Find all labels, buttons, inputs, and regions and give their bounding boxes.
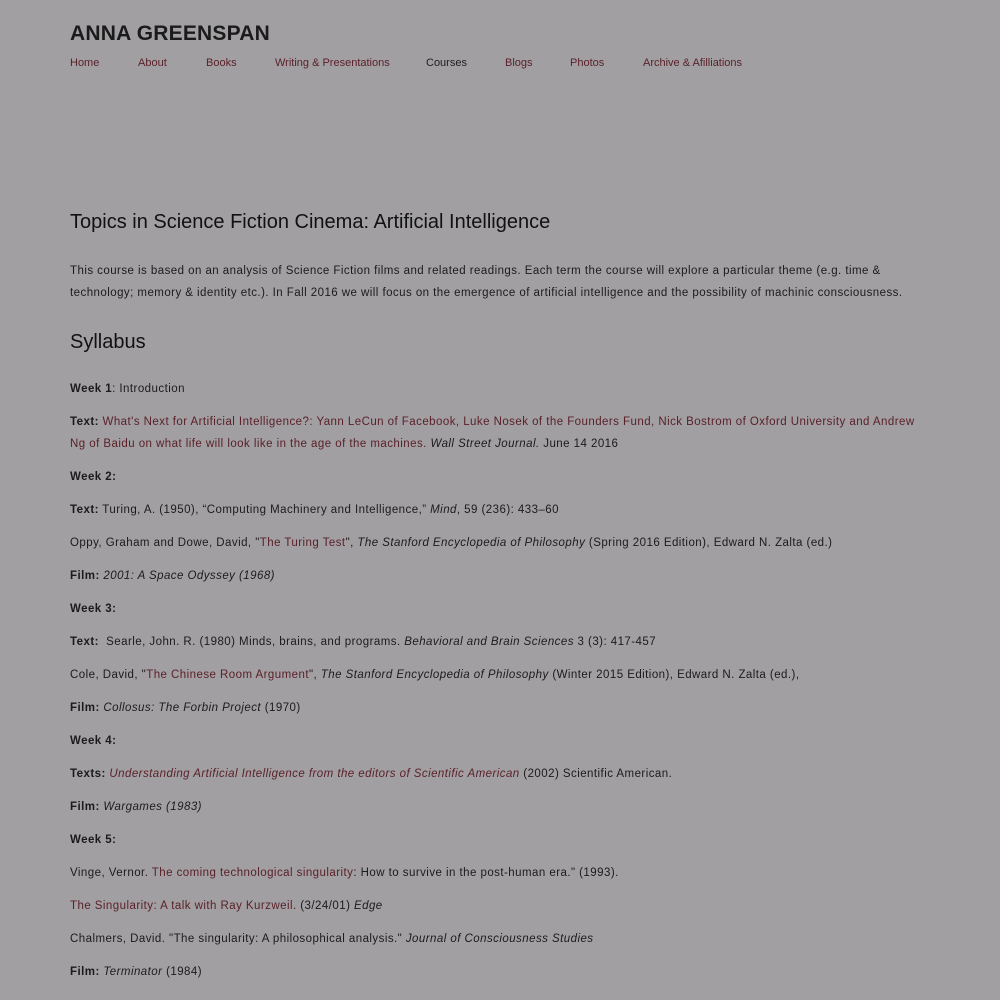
week-3-cole [70, 664, 920, 686]
entry-date: June 14 2016 [539, 438, 619, 450]
course-intro: This course is based on an analysis of Science Fiction films and related readings. Each term the course will explore a particular theme (e.g. time & technology; memory & identity etc.). In Fall 2016 we will focus on the emergence of artificial intelligence and the possibility of machinic consciousness. [70, 265, 903, 299]
entry-label: Film: [70, 801, 100, 813]
citation-text: ", [308, 669, 321, 681]
entry-label: Film: [70, 702, 100, 714]
film-title: Wargames (1983) [103, 801, 202, 813]
citation-text: Cole, David, " [70, 669, 147, 681]
week-label: Week 5: [70, 834, 117, 846]
citation-text: , 59 (236): 433–60 [456, 504, 559, 516]
week-5-heading [70, 829, 920, 851]
week-1-text [70, 411, 920, 455]
week-topic: : Introduction [112, 383, 185, 395]
entry-label: Text: [70, 504, 99, 516]
week-label: Week 2: [70, 471, 117, 483]
journal-name: Behavioral and Brain Sciences [404, 636, 574, 648]
film-title: Terminator [99, 966, 163, 978]
citation-text: (Spring 2016 Edition), Edward N. Zalta (ed.) [585, 537, 833, 549]
film-year: (1970) [261, 702, 301, 714]
week-2-text [70, 499, 920, 521]
nav-archive-affiliations[interactable]: Archive & Afilliations [643, 57, 743, 69]
journal-name: The Stanford Encyclopedia of Philosophy [320, 669, 549, 681]
citation-text: Turing, A. (1950), “Computing Machinery and Intelligence,” [98, 504, 431, 516]
turing-test-link[interactable]: The Turing Test [259, 537, 346, 549]
film-year: (1984) [162, 966, 203, 978]
main-content [70, 208, 920, 994]
link-title[interactable]: Understanding Artificial Intelligence from the editors of Scientific American [109, 768, 520, 780]
nav-books[interactable]: Books [206, 57, 237, 69]
week-1-heading [70, 378, 920, 400]
nav-writing-presentations[interactable]: Writing & Presentations [275, 57, 390, 69]
scientific-american-link[interactable] [109, 768, 519, 780]
week-4-texts [70, 763, 920, 785]
syllabus-heading: Syllabus [70, 331, 146, 353]
citation-text: Vinge, Vernor. [70, 867, 152, 879]
nav-about[interactable]: About [138, 57, 167, 69]
week-5-chalmers [70, 928, 920, 950]
week-label: Week 3: [70, 603, 117, 615]
film-title: 2001: A Space Odyssey (1968) [103, 570, 275, 582]
nav-photos[interactable]: Photos [570, 57, 605, 69]
week-4-heading [70, 730, 920, 752]
week-3-heading [70, 598, 920, 620]
entry-label: Texts: [70, 768, 106, 780]
kurzweil-talk-link[interactable]: The Singularity: A talk with Ray Kurzweil. [70, 900, 297, 912]
week-label: Week 4: [70, 735, 117, 747]
citation-text: Searle, John. R. (1980) Minds, brains, and programs. [98, 636, 405, 648]
citation-text: 3 (3): 417-457 [573, 636, 657, 648]
entry-label: Text: [70, 416, 99, 428]
journal-name: Wall Street Journal. [430, 438, 540, 450]
journal-name: Edge [354, 900, 383, 912]
week-4-film [70, 796, 920, 818]
singularity-link[interactable]: The coming technological singularity [151, 867, 354, 879]
course-title: Topics in Science Fiction Cinema: Artificial Intelligence [70, 211, 551, 233]
week-5-vinge [70, 862, 920, 884]
entry-label: Text: [70, 636, 99, 648]
week-2-film [70, 565, 920, 587]
week-3-text [70, 631, 920, 653]
entry-label: Film: [70, 966, 100, 978]
nav-home[interactable]: Home [70, 57, 100, 69]
chinese-room-link[interactable]: The Chinese Room Argument [146, 669, 309, 681]
entry-label: Film: [70, 570, 100, 582]
wsj-article-link[interactable]: What's Next for Artificial Intelligence?: Yann LeCun of Facebook, Luke Nosek of the Founders Fund, Nick Bostrom of Oxford University and Andrew Ng of Baidu on what life will look like in the age of the machines. [70, 416, 915, 450]
week-5-film [70, 961, 920, 983]
nav-courses[interactable]: Courses [426, 57, 467, 69]
journal-name: The Stanford Encyclopedia of Philosophy [357, 537, 586, 549]
week-2-heading [70, 466, 920, 488]
citation-text: Chalmers, David. "The singularity: A philosophical analysis." [70, 933, 406, 945]
week-label: Week 1 [70, 383, 113, 395]
citation-text: (2002) Scientific American. [519, 768, 673, 780]
citation-text: : How to survive in the post-human era." (1993). [353, 867, 619, 879]
week-2-oppy [70, 532, 920, 554]
citation-text: Oppy, Graham and Dowe, David, " [70, 537, 260, 549]
nav-blogs[interactable]: Blogs [505, 57, 533, 69]
site-title[interactable]: ANNA GREENSPAN [70, 22, 270, 45]
citation-text: (3/24/01) [296, 900, 354, 912]
week-3-film [70, 697, 920, 719]
film-title: Collosus: The Forbin Project [103, 702, 262, 714]
citation-text: (Winter 2015 Edition), Edward N. Zalta (ed.), [548, 669, 800, 681]
citation-text: ", [345, 537, 358, 549]
week-5-kurzweil [70, 895, 920, 917]
journal-name: Journal of Consciousness Studies [405, 933, 594, 945]
journal-name: Mind [430, 504, 457, 516]
